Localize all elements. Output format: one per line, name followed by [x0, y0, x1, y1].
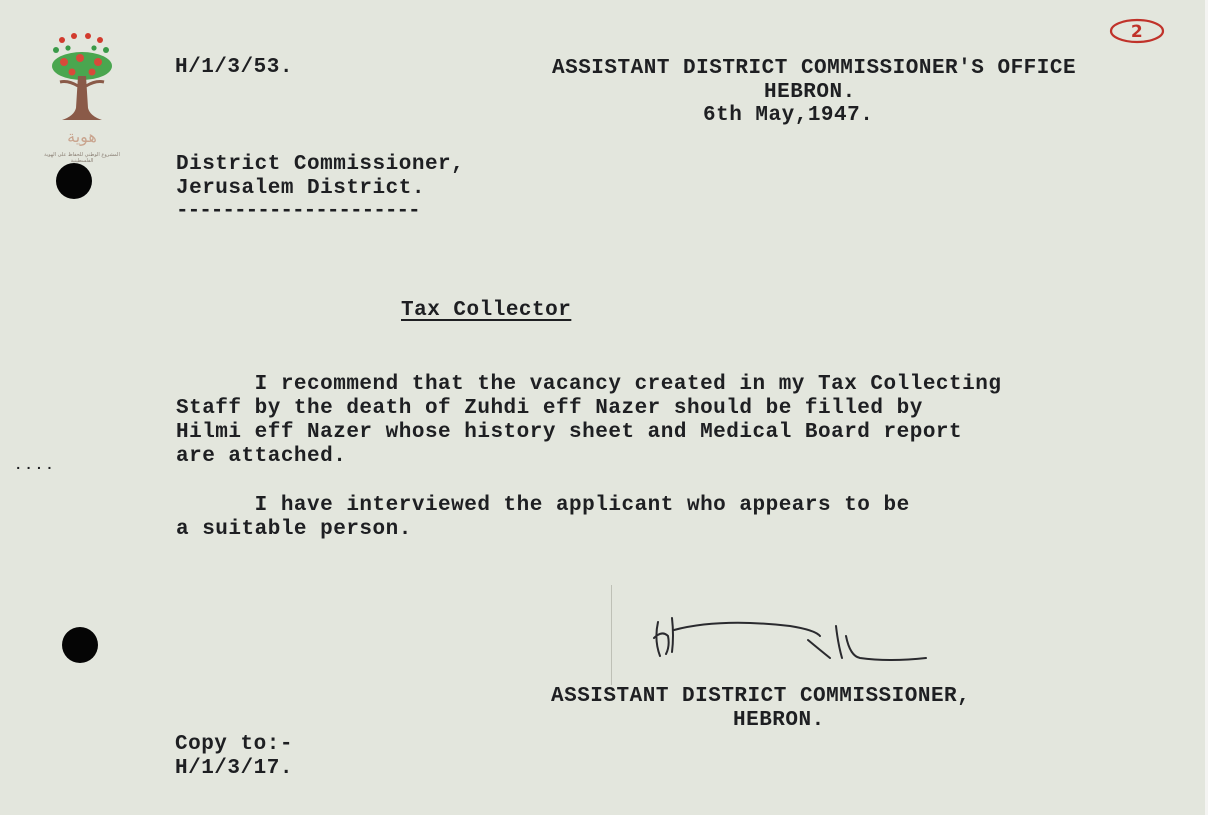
folio-number-stamp [1108, 16, 1166, 46]
copy-to-reference: H/1/3/17. [175, 757, 293, 780]
logo-subcaption: المشروع الوطني للحفاظ على الهوية الفلسطينية [44, 152, 120, 164]
separator-line: --------------------- [176, 200, 420, 223]
logo-caption: هوية [67, 127, 97, 146]
letter-subject: Tax Collector [401, 299, 572, 322]
signatory-location: HEBRON. [733, 709, 825, 732]
paper-fold [611, 585, 612, 685]
copy-to-label: Copy to:- [175, 733, 293, 756]
body-paragraph-1-line-3: Hilmi eff Nazer whose history sheet and Medical Board report [176, 421, 963, 444]
body-paragraph-2-line-2: a suitable person. [176, 518, 412, 541]
margin-mark: .... [14, 458, 56, 474]
body-paragraph-1-line-2: Staff by the death of Zuhdi eff Nazer should be filled by [176, 397, 923, 420]
office-name: ASSISTANT DISTRICT COMMISSIONER'S OFFICE [552, 57, 1077, 80]
punch-hole-bottom [62, 627, 98, 663]
body-paragraph-2-line-1: I have interviewed the applicant who appears to be [176, 494, 910, 517]
recipient-title: District Commissioner, [176, 153, 465, 176]
letter-date: 6th May,1947. [703, 104, 874, 127]
office-location: HEBRON. [764, 81, 856, 104]
handwritten-signature [640, 600, 940, 680]
folio-number: 2 [1130, 22, 1144, 42]
reference-number: H/1/3/53. [175, 56, 293, 79]
body-paragraph-1-line-4: are attached. [176, 445, 347, 468]
body-paragraph-1-line-1: I recommend that the vacancy created in my Tax Collecting [176, 373, 1002, 396]
recipient-district: Jerusalem District. [176, 177, 425, 200]
signatory-title: ASSISTANT DISTRICT COMMISSIONER, [551, 685, 971, 708]
punch-hole-top [56, 163, 92, 199]
tree-logo [40, 30, 124, 170]
